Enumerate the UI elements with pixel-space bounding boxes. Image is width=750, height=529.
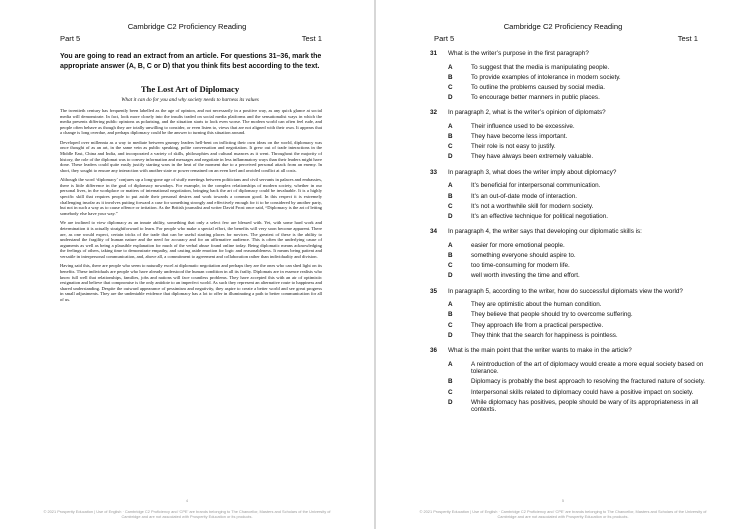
page-number: 4 [185,498,189,503]
option-letter: C [448,388,453,396]
question-number: 31 [430,50,438,57]
option-letter: A [448,360,453,368]
option-text: They have always been extremely valuable. [471,153,594,161]
option-text: Interpersonal skills related to diplomacy could have a positive impact on society. [471,388,694,396]
option-letter: A [448,63,453,71]
option-text: They have become less important. [471,133,568,141]
answer-option[interactable] [430,182,720,190]
option-text: It’s an effective technique for political negotiation. [471,212,608,220]
question-text: In paragraph 5, according to the writer, how do successful diplomats view the world? [448,287,683,295]
answer-option[interactable] [430,84,720,92]
option-text: They are optimistic about the human condition. [471,301,602,309]
answer-option[interactable] [430,74,720,82]
question-34 [430,228,720,279]
option-letter: A [448,182,453,190]
right-page [376,0,750,529]
answer-option[interactable] [430,262,720,270]
article-paragraph-1: The twentieth century has frequently been labelled as the age of opinion, and not necessarily in a positive way, as any quick glance at social media will demonstrate. In fact, look more closely into the insults traded on social media platforms and the sensationalist ways in which the media presents differing public opinions as polarising, and the situation starts to look even worse. The modern world can often feel rude, and people often behave as though they are totally unwilling to consider, or even listen to, views that are not aligned with their own. It appears that a change is long overdue, and perhaps diplomacy could be the answer to turning this situation around. [60,108,322,136]
option-text: While diplomacy has positives, people should be wary of its appropriateness in all contexts. [471,398,699,414]
option-text: It’s beneficial for interpersonal communication. [471,182,601,190]
option-letter: B [448,133,453,141]
option-letter: D [448,272,453,280]
question-35 [430,288,720,339]
answer-option[interactable] [430,322,720,330]
answer-option[interactable] [430,193,720,201]
question-text: In paragraph 4, the writer says that developing our diplomatic skills is: [448,228,642,236]
option-text: Diplomacy is probably the best approach to resolving the fractured nature of society. [471,378,706,386]
option-letter: D [448,398,453,406]
left-page [0,0,374,529]
article-paragraph-4: We are inclined to view diplomacy as an innate ability, something that only a select few are blessed with. Yet, with some hard work and determination it is actually straightforward to learn. For people who make a special effort, the benefits will very soon become apparent. There are, as one would expect, certain tricks of the trade that can be useful starting places for novices. The greatest of these is the ability to understand the fragility of human nature and the need for accuracy and for an affirmative audience. This is often the underlying cause of arguments as well as being a plausible explanation for much of the verbal abuse found online today. Being diplomatic means acknowledging the feelings of others, taking time to demonstrate empathy, and casting aside emotion for logic and reasonableness. It means being patient and versatile in interpersonal communication, and, above all, a commitment to agreement and collaboration rather than individuality and division. [60,220,322,259]
option-text: It’s not a worthwhile skill for modern society. [471,202,594,210]
question-31 [430,50,720,101]
option-text: Their influence used to be excessive. [471,122,575,130]
answer-option[interactable] [430,361,720,376]
question-text: In paragraph 2, what is the writer’s opinion of diplomats? [448,109,606,117]
option-text: easier for more emotional people. [471,241,565,249]
answer-option[interactable] [430,389,720,397]
option-text: To encourage better manners in public places. [471,93,600,101]
answer-option[interactable] [430,143,720,151]
article-subtitle: What it can do for you and why society needs to harness its values [121,97,259,103]
article-paragraph-3: Although the word ‘diplomacy’ conjures up a long-gone age of stuffy meetings between politicians and civil servants in palaces and embassies, there is little difference in the goal of diplomacy nowadays. For example, in the complex relationships of modern society, whether in our personal lives, in the workplace or matters of international negotiation, bringing back the art of diplomacy could be invaluable. It is a highly specific skill that requires people to put aside their personal desires and work towards a common good. In this respect it is extremely challenging insofar as it involves putting forward a case for something strongly and effectively enough for it to be considered by another party, but not in such a way as to cause offence or irritation. As the British journalist and writer David Frost once said, “Diplomacy is the art of letting somebody else have your way.” [60,177,322,216]
option-text: They believe that people should try to overcome suffering. [471,311,633,319]
question-33 [430,169,720,220]
option-letter: B [448,73,453,81]
task-instructions: You are going to read an extract from an article. For questions 31–36, mark the appropriate answer (A, B, C or D) that you think fits best according to the text. [60,53,322,70]
answer-option[interactable] [430,64,720,72]
part-label: Part 5 [60,34,81,43]
question-list [430,50,720,422]
page-header-title: Cambridge C2 Proficiency Reading [127,22,247,31]
option-letter: D [448,93,453,101]
option-letter: C [448,321,453,329]
question-number: 32 [430,109,438,117]
option-text: It’s an out-of-date mode of interaction. [471,192,577,200]
option-text: Their role is not easy to justify. [471,143,556,151]
answer-option[interactable] [430,311,720,319]
option-text: They think that the search for happiness is pointless. [471,331,618,339]
question-text: What is the writer’s purpose in the first paragraph? [448,50,589,57]
answer-option[interactable] [430,94,720,102]
copyright-text: © 2021 Prosperity Education | Use of English · Cambridge C2 Proficiency and ‘CPE’ are brands belonging to The Chancellor, Masters and Scholars of the University of Cambridge and are not associated with Prosperity Education or its products. [419,509,707,519]
part-label: Part 5 [434,34,455,43]
question-text: In paragraph 3, what does the writer imply about diplomacy? [448,168,617,176]
article-body [60,108,322,306]
answer-option[interactable] [430,272,720,280]
answer-option[interactable] [430,213,720,221]
option-letter: D [448,212,453,220]
option-letter: A [448,122,453,130]
option-letter: A [448,241,453,249]
article-title: The Lost Art of Diplomacy [140,84,240,94]
test-label: Test 1 [301,34,322,43]
question-number: 35 [430,287,438,295]
answer-option[interactable] [430,133,720,141]
option-letter: B [448,252,453,259]
answer-option[interactable] [430,203,720,211]
question-36 [430,347,720,413]
question-number: 36 [430,347,438,355]
option-letter: D [448,331,453,339]
option-text: To suggest that the media is manipulating people. [471,63,610,71]
question-number: 34 [430,228,438,236]
option-letter: D [448,153,453,161]
question-text: What is the main point that the writer wants to make in the article? [448,347,632,355]
option-text: well worth investing the time and effort. [471,272,580,280]
answer-option[interactable] [430,378,720,386]
option-letter: B [448,311,453,319]
answer-option[interactable] [430,242,720,250]
article-paragraph-2: Developed over millennia as a way to mediate between grumpy leaders hell-bent on inflicting their own ideas on the world, diplomacy was once thought of as an art, in the same vein as public speaking, polite conversation and negotiation. It grew out of trade interactions in the Middle East, China and India, and incorporated a variety of skills, philosophies and cultural nuances as it went. Throughout the majority of history, the role of the diplomat was to convey information and messages and negotiate in less inflammatory ways than their leaders might have done. These leaders could quite easily justify starting wars in the heat of the moment due to a perceived personal attack from an enemy. In short, they sought to ensure any interaction with another state or power remained on an even keel and avoided conflict at all costs. [60,139,322,173]
option-text: To provide examples of intolerance in modern society. [471,73,621,81]
copyright-text: © 2021 Prosperity Education | Use of English · Cambridge C2 Proficiency and ‘CPE’ are brands belonging to The Chancellor, Masters and Scholars of the University of Cambridge and are not associated with Prosperity Education or its products. [43,509,331,519]
option-letter: B [448,192,453,200]
option-text: To outline the problems caused by social media. [471,83,606,91]
option-text: too time-consuming for modern life. [471,262,570,270]
answer-option[interactable] [430,153,720,161]
option-letter: C [448,83,453,91]
page-footer [416,498,710,519]
page-footer [40,498,334,519]
option-letter: B [448,378,453,386]
option-text: something everyone should aspire to. [471,252,576,259]
option-letter: C [448,262,453,270]
option-text: They approach life from a practical perspective. [471,321,604,329]
page-number: 5 [561,498,565,503]
option-letter: A [448,301,453,309]
option-text: A reintroduction of the art of diplomacy would create a more equal society based on tolerance. [471,360,704,376]
answer-option[interactable] [430,252,720,260]
page-header-title: Cambridge C2 Proficiency Reading [503,22,623,31]
question-number: 33 [430,168,438,176]
answer-option[interactable] [430,332,720,340]
answer-option[interactable] [430,123,720,131]
test-label: Test 1 [677,34,698,43]
question-32 [430,109,720,160]
option-letter: C [448,143,453,151]
answer-option[interactable] [430,301,720,309]
answer-option[interactable] [430,399,720,414]
option-letter: C [448,202,453,210]
article-paragraph-5: Having said this, there are people who seem to naturally excel at diplomatic negotiation and perhaps they are the ones who can shed light on its benefits. These individuals are people who have already understood the human condition in all its frailty. Diplomats are in essence realists who know full well that relationships, families, jobs and nations will face countless problems. They have accepted this with an air of optimistic resignation and believe that compromise is the only antidote to an imperfect world. As such they represent an alternative route to happiness and shared understanding. Despite the outward appearance of pessimism and negativity, they aspire to create a better world and see great progress in small adjustments. They are the undeniable evidence that diplomacy has a lot to offer in illuminating a path to better communication for all of us. [60,263,322,302]
